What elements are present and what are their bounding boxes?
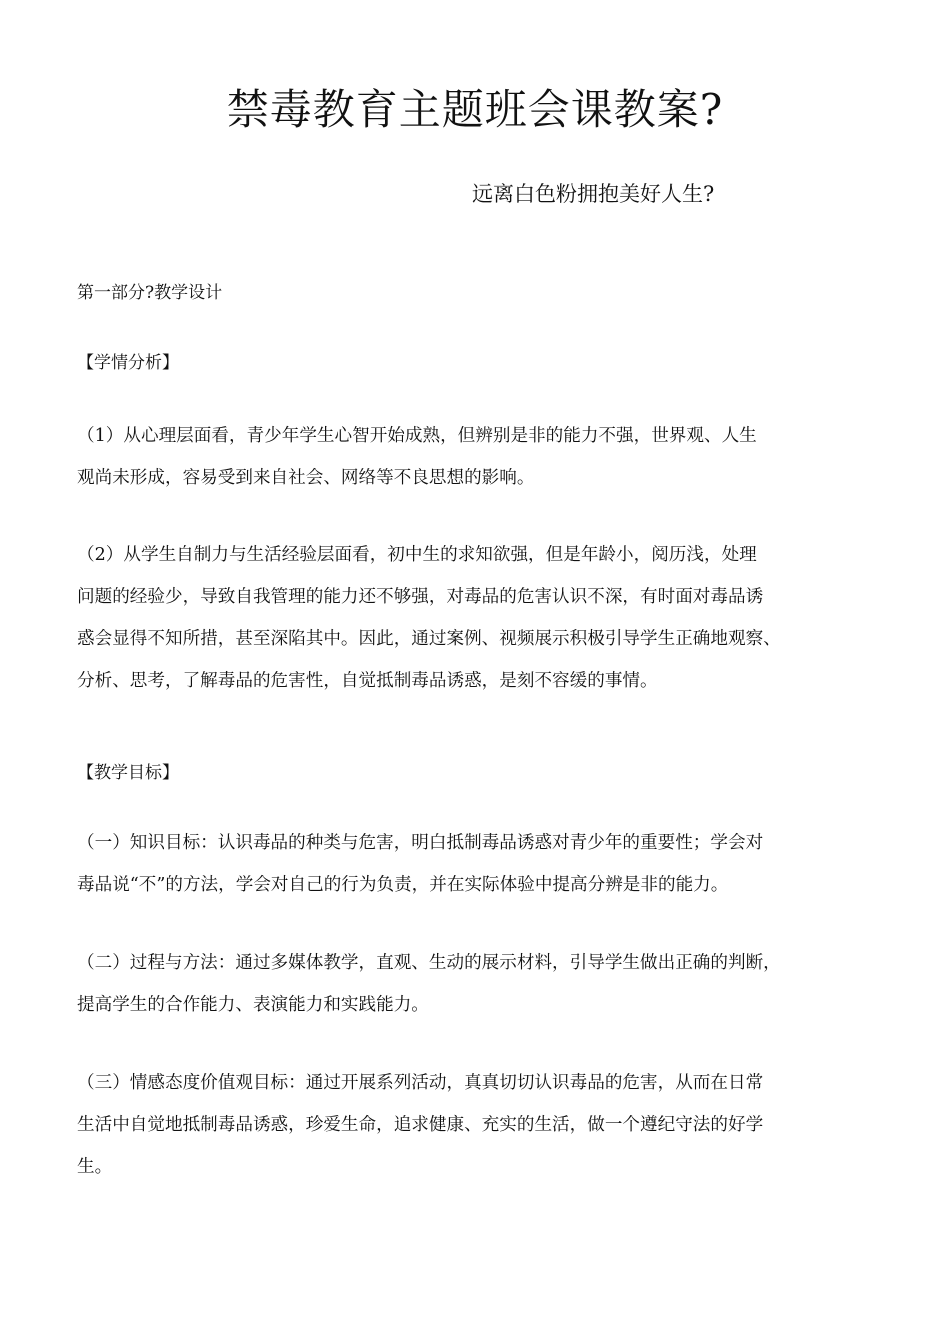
paragraph xyxy=(77,534,877,702)
paragraph-line: 惑会显得不知所措，甚至深陷其中。因此，通过案例、视频展示积极引导学生正确地观察、 xyxy=(77,629,781,649)
paragraph-line: （一）知识目标：认识毒品的种类与危害，明白抵制毒品诱惑对青少年的重要性；学会对 xyxy=(77,833,764,853)
paragraph xyxy=(77,822,877,906)
paragraph-line: （三）情感态度价值观目标：通过开展系列活动，真真切切认识毒品的危害，从而在日常 xyxy=(77,1073,764,1093)
paragraph-line: （2）从学生自制力与生活经验层面看，初中生的求知欲强，但是年龄小，阅历浅，处理 xyxy=(77,545,757,565)
document-subtitle: 远离白色粉拥抱美好人生? xyxy=(472,182,715,206)
paragraph-line: 毒品说“不”的方法，学会对自己的行为负责，并在实际体验中提高分辨是非的能力。 xyxy=(77,875,729,895)
paragraph-line: 观尚未形成，容易受到来自社会、网络等不良思想的影响。 xyxy=(77,468,535,488)
paragraph-line: 分析、思考，了解毒品的危害性，自觉抵制毒品诱惑，是刻不容缓的事情。 xyxy=(77,671,658,691)
paragraph xyxy=(77,415,877,499)
paragraph xyxy=(77,1062,877,1188)
paragraph-line: 提高学生的合作能力、表演能力和实践能力。 xyxy=(77,995,429,1015)
paragraph-line: （1）从心理层面看，青少年学生心智开始成熟，但辨别是非的能力不强，世界观、人生 xyxy=(77,426,757,446)
section-heading-teaching-goals: 【教学目标】 xyxy=(77,763,179,783)
paragraph-line: 生。 xyxy=(77,1157,113,1177)
paragraph xyxy=(77,942,877,1026)
paragraph-line: 问题的经验少，导致自我管理的能力还不够强，对毒品的危害认识不深，有时面对毒品诱 xyxy=(77,587,764,607)
section-heading-learning-analysis: 【学情分析】 xyxy=(77,353,179,373)
part-heading: 第一部分?教学设计 xyxy=(77,283,223,303)
paragraph-line: 生活中自觉地抵制毒品诱惑，珍爱生命，追求健康、充实的生活，做一个遵纪守法的好学 xyxy=(77,1115,764,1135)
document-title: 禁毒教育主题班会课教案? xyxy=(226,85,724,134)
paragraph-line: （二）过程与方法：通过多媒体教学，直观、生动的展示材料，引导学生做出正确的判断， xyxy=(77,953,781,973)
